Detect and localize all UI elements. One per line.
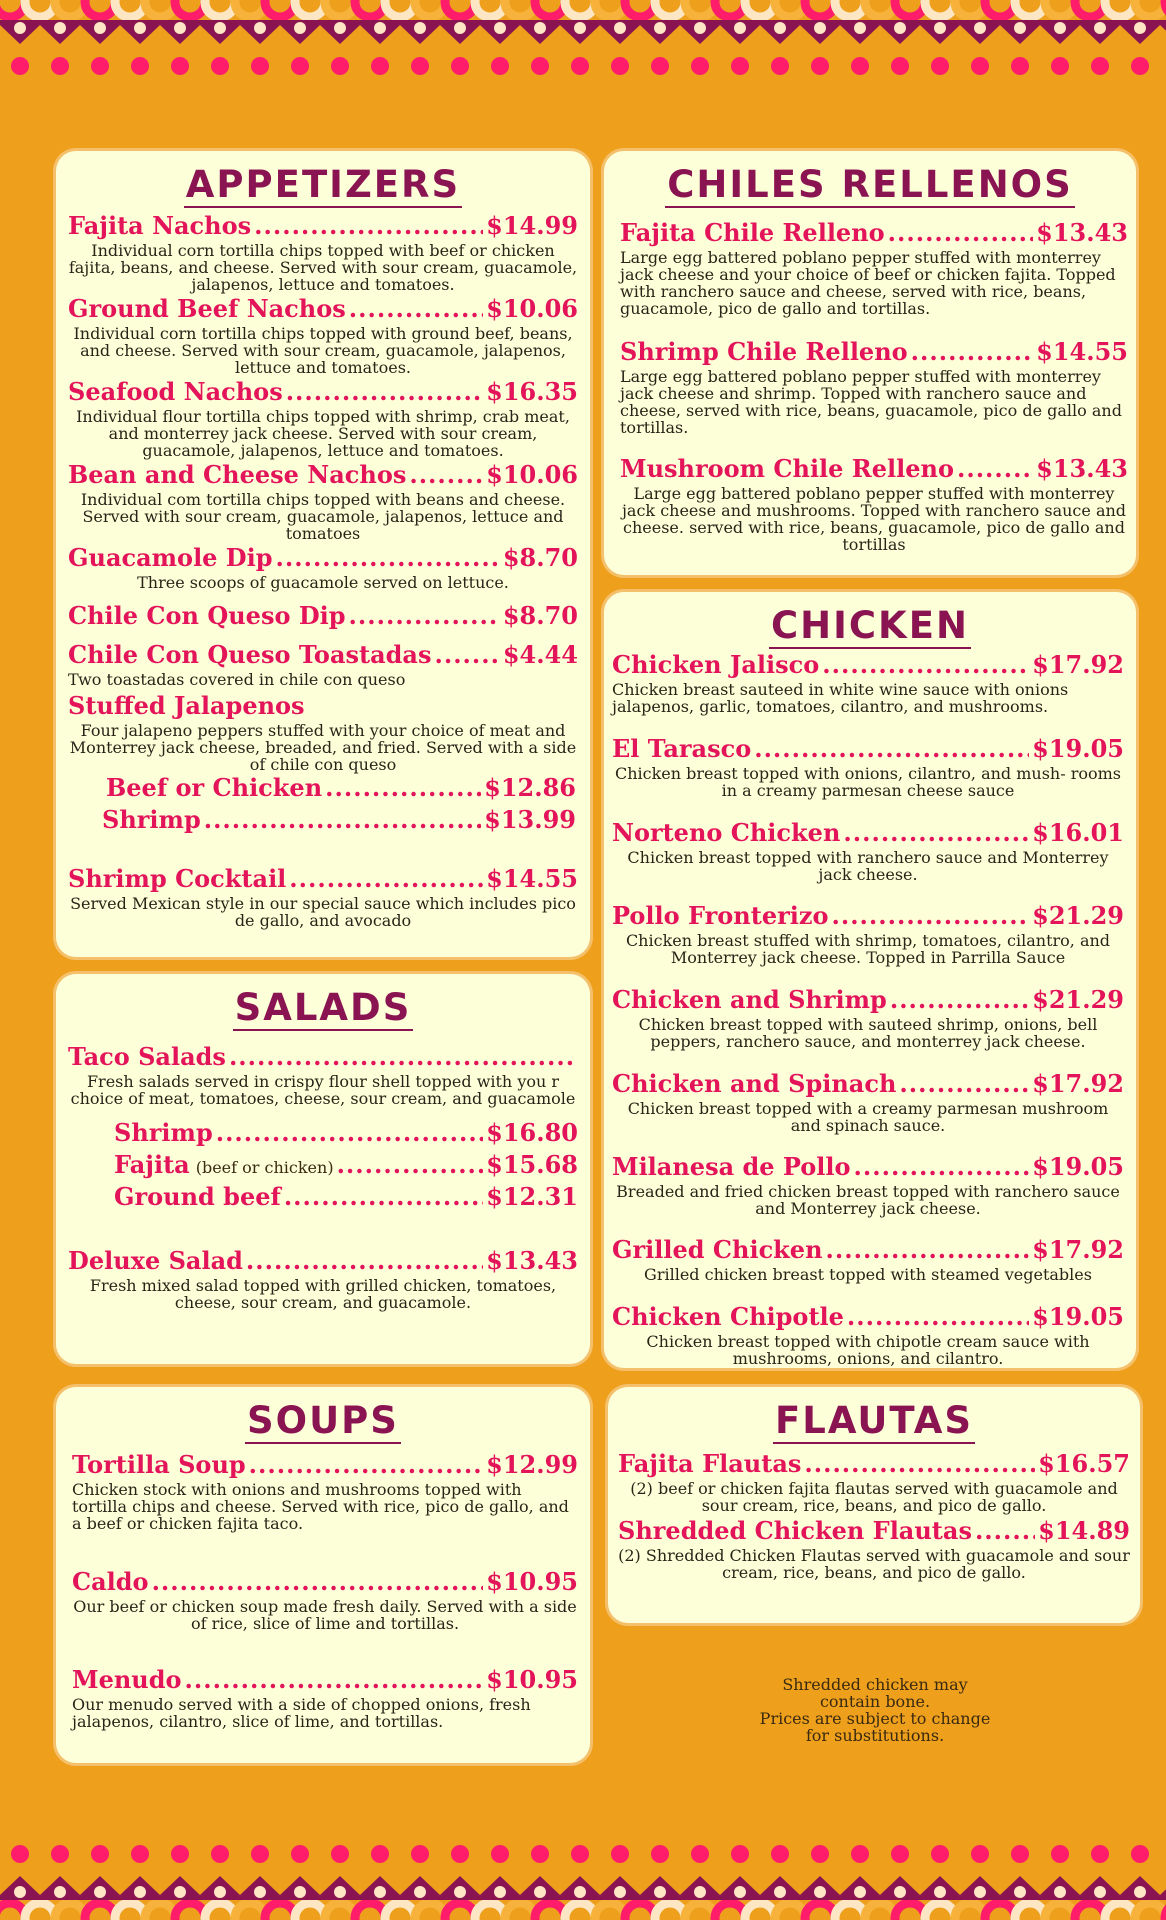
footnote	[720, 1676, 1030, 1744]
item-price: $17.92	[1032, 650, 1124, 679]
menu-item	[72, 1665, 578, 1730]
flautas-title: FLAUTAS	[774, 1399, 974, 1442]
menu-item	[620, 454, 1128, 553]
item-name: Menudo	[72, 1665, 182, 1694]
item-name: Chicken and Spinach	[612, 1069, 897, 1098]
item-desc: Fresh mixed salad topped with grilled chicken, tomatoes, cheese, sour cream, and guacamole.	[89, 1276, 557, 1312]
item-price: $8.70	[502, 601, 578, 630]
item-name: Chile Con Queso Toastadas	[68, 640, 432, 669]
item-desc: Four jalapeno peppers stuffed with your choice of meat and Monterrey jack cheese, breaded, and fried. Served with a side of chile con queso	[69, 721, 577, 774]
item-desc: Chicken breast topped with sauteed shrimp, onions, bell peppers, ranchero sauce, and monterrey jack cheese.	[638, 1015, 1098, 1051]
bottom-border	[0, 1836, 1166, 1920]
item-name: Chicken Jalisco	[612, 650, 820, 679]
appetizers-panel	[56, 151, 590, 957]
chicken-title: CHICKEN	[771, 604, 969, 647]
menu-item	[618, 1516, 1130, 1581]
item-price: $12.86	[484, 773, 576, 802]
appetizers-title: APPETIZERS	[185, 163, 461, 206]
item-price: $10.06	[486, 460, 578, 489]
item-name: Seafood Nachos	[68, 377, 283, 406]
item-desc: Fresh salads served in crispy flour shell topped with you r choice of meat, tomatoes, cheese, sour cream, and guacamole	[70, 1072, 576, 1108]
item-desc: Our beef or chicken soup made fresh daily. Served with a side of rice, slice of lime and tortillas.	[73, 1597, 577, 1633]
item-price: $4.44	[502, 640, 578, 669]
item-name: Fajita Nachos	[68, 211, 252, 240]
item-name: Guacamole Dip	[68, 543, 273, 572]
item-name: Pollo Fronterizo	[612, 901, 829, 930]
item-price: $16.80	[486, 1118, 578, 1147]
menu-item	[612, 650, 1124, 715]
item-price: $19.05	[1032, 1152, 1124, 1181]
item-desc: Our menudo served with a side of chopped onions, fresh jalapenos, cilantro, slice of lime, and tortillas.	[72, 1695, 531, 1731]
item-name: Mushroom Chile Relleno	[620, 454, 954, 483]
menu-item	[612, 818, 1124, 883]
item-name: Tortilla Soup	[72, 1450, 246, 1479]
item-price: $17.92	[1032, 1069, 1124, 1098]
footnote-line: contain bone.	[819, 1692, 931, 1711]
item-name: Shrimp Cocktail	[68, 864, 287, 893]
menu-subitem	[102, 805, 576, 835]
item-name: Chicken Chipotle	[612, 1302, 844, 1331]
item-name: Chile Con Queso Dip	[68, 601, 346, 630]
menu-item	[612, 734, 1124, 799]
item-desc: Large egg battered poblano pepper stuffed with monterrey jack cheese and your choice of beef or chicken fajita. Topped with ranchero sauce and cheese, served with rice, beans, guacamole, pico de gallo and tortillas.	[620, 248, 1116, 318]
menu-item	[68, 294, 578, 376]
menu-item	[68, 543, 578, 591]
border-pattern-top	[0, 0, 1166, 84]
item-price: $10.95	[486, 1665, 578, 1694]
chiles-rellenos-title: CHILES RELLENOS	[667, 163, 1073, 206]
item-note: (beef or chicken)	[195, 1158, 334, 1177]
item-name: Ground Beef Nachos	[68, 294, 346, 323]
item-name: Norteno Chicken	[612, 818, 841, 847]
item-price: $17.92	[1032, 1235, 1124, 1264]
item-name: Taco Salads	[68, 1042, 226, 1071]
salads-title: SALADS	[234, 986, 412, 1029]
menu-item	[620, 218, 1128, 317]
item-desc: Individual flour tortilla chips topped with shrimp, crab meat, and monterrey jack cheese. Served with sour cream, guacamole, jalapenos, lettuce and tomatoes.	[76, 407, 570, 460]
menu-item	[68, 377, 578, 459]
item-name: El Tarasco	[612, 734, 752, 763]
item-price: $21.29	[1032, 901, 1124, 930]
item-desc: Large egg battered poblano pepper stuffed with monterrey jack cheese and mushrooms. Topped with ranchero sauce and cheese. served with rice, beans, guacamole, pico de gallo and tortillas	[621, 484, 1127, 554]
item-name: Fajita Flautas	[618, 1449, 802, 1478]
item-name: Deluxe Salad	[68, 1246, 243, 1275]
item-price: $14.55	[1036, 337, 1128, 366]
item-price: $12.99	[486, 1450, 578, 1479]
item-name: Shrimp	[114, 1118, 213, 1147]
item-price: $13.99	[484, 805, 576, 834]
item-price: $16.35	[486, 377, 578, 406]
menu-subitem	[114, 1182, 578, 1212]
item-name: Beef or Chicken	[106, 773, 323, 802]
menu-subitem	[114, 1118, 578, 1148]
item-price: $14.55	[486, 864, 578, 893]
menu-item	[68, 601, 578, 631]
footnote-line: Shredded chicken may	[782, 1675, 968, 1694]
menu-item	[612, 1235, 1124, 1283]
item-price: $15.68	[486, 1150, 578, 1179]
menu-item	[72, 1567, 578, 1632]
item-name: Shredded Chicken Flautas	[618, 1516, 972, 1545]
menu-item	[68, 640, 578, 688]
salads-panel	[56, 974, 590, 1364]
item-desc: Breaded and fried chicken breast topped with ranchero sauce and Monterrey jack cheese.	[616, 1182, 1120, 1218]
item-desc: Three scoops of guacamole served on lettuce.	[137, 573, 509, 592]
menu-item	[68, 1246, 578, 1311]
menu-item	[72, 1450, 578, 1532]
item-price: $10.95	[486, 1567, 578, 1596]
item-desc: Chicken stock with onions and mushrooms topped with tortilla chips and cheese. Served with rice, pico de gallo, and a beef or chicken fajita taco.	[72, 1480, 569, 1533]
menu-item	[68, 691, 578, 773]
item-price: $8.70	[502, 543, 578, 572]
item-desc: Grilled chicken breast topped with steamed vegetables	[644, 1265, 1092, 1284]
chiles-rellenos-panel	[604, 151, 1136, 575]
item-name: Chicken and Shrimp	[612, 985, 887, 1014]
item-price: $13.43	[1036, 218, 1128, 247]
item-desc: Two toastadas covered in chile con queso	[68, 670, 406, 689]
menu-item	[68, 1042, 578, 1107]
item-name: Fajita Chile Relleno	[620, 218, 885, 247]
menu-item	[612, 1069, 1124, 1134]
item-price: $13.43	[486, 1246, 578, 1275]
menu-item	[620, 337, 1128, 436]
item-name: Bean and Cheese Nachos	[68, 460, 407, 489]
soups-panel	[56, 1387, 590, 1763]
flautas-panel	[608, 1387, 1140, 1623]
item-name: Stuffed Jalapenos	[68, 691, 305, 720]
item-desc: Large egg battered poblano pepper stuffed with monterrey jack cheese and shrimp. Topped with ranchero sauce and cheese, served with rice, beans, guacamole, pico de gallo and tortillas.	[620, 367, 1122, 437]
item-price: $19.05	[1032, 734, 1124, 763]
item-name: Ground beef	[114, 1182, 281, 1211]
item-desc: (2) beef or chicken fajita flautas served with guacamole and sour cream, rice, beans, and pico de gallo.	[630, 1479, 1118, 1515]
menu-item	[68, 460, 578, 542]
item-name: Grilled Chicken	[612, 1235, 823, 1264]
item-desc: Chicken breast stuffed with shrimp, tomatoes, cilantro, and Monterrey jack cheese. Topped in Parrilla Sauce	[625, 931, 1111, 967]
item-desc: Chicken breast sauteed in white wine sauce with onions jalapenos, garlic, tomatoes, cilantro, and mushrooms.	[612, 680, 1069, 716]
top-border	[0, 0, 1166, 84]
border-pattern-bottom	[0, 1836, 1166, 1920]
footnote-line: Prices are subject to change	[759, 1709, 991, 1728]
item-desc: Individual com tortilla chips topped with beans and cheese. Served with sour cream, guacamole, jalapenos, lettuce and tomatoes	[80, 490, 566, 543]
footnote-line: for substitutions.	[805, 1726, 945, 1745]
soups-title: SOUPS	[247, 1399, 399, 1442]
menu-subitem	[114, 1150, 578, 1183]
item-desc: Chicken breast topped with a creamy parmesan mushroom and spinach sauce.	[627, 1099, 1109, 1135]
item-desc: (2) Shredded Chicken Flautas served with guacamole and sour cream, rice, beans, and pico de gallo.	[618, 1546, 1130, 1582]
item-price: $12.31	[486, 1182, 578, 1211]
item-name: Caldo	[72, 1567, 149, 1596]
item-price: $14.99	[486, 211, 578, 240]
item-desc: Served Mexican style in our special sauce which includes pico de gallo, and avocado	[70, 894, 576, 930]
item-name: Milanesa de Pollo	[612, 1152, 851, 1181]
menu-item	[612, 1152, 1124, 1217]
menu-subitem	[106, 773, 576, 803]
item-price: $10.06	[486, 294, 578, 323]
menu-item	[618, 1449, 1130, 1514]
item-price: $16.01	[1032, 818, 1124, 847]
item-price: $21.29	[1032, 985, 1124, 1014]
menu-item	[68, 864, 578, 929]
item-desc: Individual corn tortilla chips topped with ground beef, beans, and cheese. Served with sour cream, guacamole, jalapenos, lettuce and tomatoes.	[73, 324, 573, 377]
item-price: $13.43	[1036, 454, 1128, 483]
menu-item	[612, 1302, 1124, 1367]
item-desc: Individual corn tortilla chips topped with beef or chicken fajita, beans, and cheese. Served with sour cream, guacamole, jalapenos, lettuce and tomatoes.	[68, 241, 578, 294]
item-desc: Chicken breast topped with ranchero sauce and Monterrey jack cheese.	[627, 848, 1109, 884]
item-name: Shrimp Chile Relleno	[620, 337, 908, 366]
item-desc: Chicken breast topped with chipotle cream sauce with mushrooms, onions, and cilantro.	[646, 1332, 1090, 1368]
item-name: Shrimp	[102, 805, 201, 834]
item-desc: Chicken breast topped with onions, cilantro, and mush- rooms in a creamy parmesan cheese sauce	[614, 764, 1122, 800]
menu-item	[612, 901, 1124, 966]
item-price: $19.05	[1032, 1302, 1124, 1331]
item-name: Fajita	[114, 1150, 190, 1179]
item-price: $14.89	[1038, 1516, 1130, 1545]
chicken-panel	[604, 592, 1136, 1368]
item-price: $16.57	[1038, 1449, 1130, 1478]
menu-item	[68, 211, 578, 293]
menu-item	[612, 985, 1124, 1050]
